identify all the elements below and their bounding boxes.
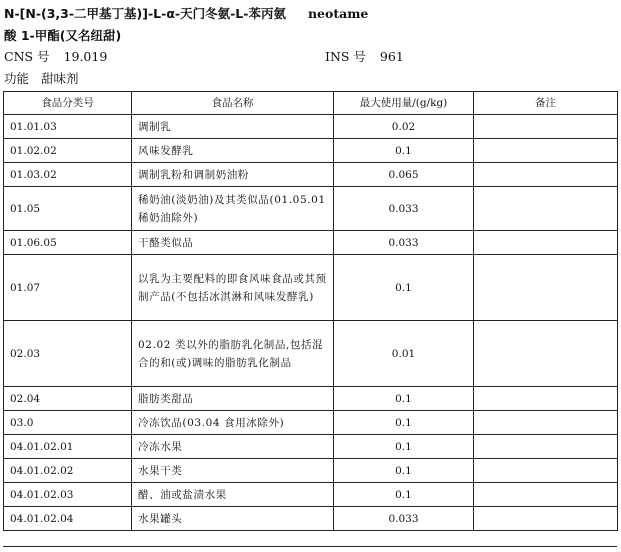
- cell-max-usage: 0.1: [334, 459, 474, 483]
- cell-max-usage: 0.033: [334, 231, 474, 255]
- cell-max-usage: 0.1: [334, 483, 474, 507]
- cell-food-name: 以乳为主要配料的即食风味食品或其预制产品(不包括冰淇淋和风味发酵乳): [132, 255, 334, 321]
- title-english: neotame: [307, 6, 369, 21]
- table-row: [4, 187, 618, 231]
- cell-food-code: 01.03.02: [4, 163, 132, 187]
- title-chinese: N-[N-(3,3-二甲基丁基)]-L-α-天门冬氨-L-苯丙氨: [4, 6, 286, 21]
- cell-food-code: 04.01.02.04: [4, 507, 132, 531]
- cell-food-code: 04.01.02.01: [4, 435, 132, 459]
- table-row: [4, 115, 618, 139]
- cns-value: 19.019: [63, 49, 108, 64]
- column-header-code: 食品分类号: [4, 92, 132, 115]
- cell-max-usage: 0.065: [334, 163, 474, 187]
- cell-food-code: 02.03: [4, 321, 132, 387]
- cell-note: [474, 435, 618, 459]
- cell-max-usage: 0.1: [334, 139, 474, 163]
- usage-table: [3, 91, 618, 531]
- cell-food-code: 03.0: [4, 411, 132, 435]
- table-header-row: [4, 92, 618, 115]
- additive-title-continued: 酸 1-甲酯(又名纽甜): [4, 28, 122, 43]
- cell-food-code: 04.01.02.03: [4, 483, 132, 507]
- additive-title: [4, 4, 368, 22]
- column-header-name: 食品名称: [132, 92, 334, 115]
- cell-note: [474, 387, 618, 411]
- cell-food-code: 01.06.05: [4, 231, 132, 255]
- cell-max-usage: 0.1: [334, 411, 474, 435]
- column-header-note: 备注: [474, 92, 618, 115]
- cell-max-usage: 0.1: [334, 255, 474, 321]
- cell-note: [474, 411, 618, 435]
- column-header-max: 最大使用量/(g/kg): [334, 92, 474, 115]
- cell-note: [474, 163, 618, 187]
- ins-number: [325, 47, 404, 65]
- cell-note: [474, 483, 618, 507]
- cell-note: [474, 507, 618, 531]
- table-row: [4, 483, 618, 507]
- cell-food-name: 调制乳: [132, 115, 334, 139]
- cell-food-name: 02.02 类以外的脂肪乳化制品,包括混合的和(或)调味的脂肪乳化制品: [132, 321, 334, 387]
- cell-max-usage: 0.033: [334, 507, 474, 531]
- cell-food-code: 02.04: [4, 387, 132, 411]
- ins-label: INS 号: [325, 49, 366, 64]
- table-row: [4, 321, 618, 387]
- cell-food-name: 水果罐头: [132, 507, 334, 531]
- cell-food-name: 水果干类: [132, 459, 334, 483]
- cell-note: [474, 187, 618, 231]
- cell-food-name: 醋、油或盐渍水果: [132, 483, 334, 507]
- cell-food-name: 冷冻水果: [132, 435, 334, 459]
- table-row: [4, 459, 618, 483]
- cell-note: [474, 459, 618, 483]
- cns-number: [4, 47, 107, 65]
- cell-note: [474, 115, 618, 139]
- cell-food-name: 冷冻饮品(03.04 食用冰除外): [132, 411, 334, 435]
- cell-note: [474, 321, 618, 387]
- cell-food-code: 01.01.03: [4, 115, 132, 139]
- cell-max-usage: 0.02: [334, 115, 474, 139]
- table-row: [4, 435, 618, 459]
- cell-food-name: 风味发酵乳: [132, 139, 334, 163]
- cell-food-code: 04.01.02.02: [4, 459, 132, 483]
- table-row: [4, 387, 618, 411]
- ins-value: 961: [379, 49, 404, 64]
- bottom-rule: [3, 546, 617, 547]
- table-row: [4, 163, 618, 187]
- table-row: [4, 255, 618, 321]
- table-row: [4, 231, 618, 255]
- cell-food-code: 01.02.02: [4, 139, 132, 163]
- cell-food-name: 脂肪类甜品: [132, 387, 334, 411]
- cell-food-code: 01.05: [4, 187, 132, 231]
- cell-max-usage: 0.033: [334, 187, 474, 231]
- cns-label: CNS 号: [4, 49, 50, 64]
- cell-note: [474, 255, 618, 321]
- table-row: [4, 411, 618, 435]
- cell-food-name: 调制乳粉和调制奶油粉: [132, 163, 334, 187]
- cell-max-usage: 0.1: [334, 435, 474, 459]
- cell-food-code: 01.07: [4, 255, 132, 321]
- cell-food-name: 稀奶油(淡奶油)及其类似品(01.05.01 稀奶油除外): [132, 187, 334, 231]
- cell-food-name: 干酪类似品: [132, 231, 334, 255]
- cell-note: [474, 139, 618, 163]
- cell-max-usage: 0.01: [334, 321, 474, 387]
- cell-note: [474, 231, 618, 255]
- table-row: [4, 139, 618, 163]
- table-row: [4, 507, 618, 531]
- cell-max-usage: 0.1: [334, 387, 474, 411]
- function-line: [4, 69, 79, 87]
- function-value: 甜味剂: [41, 71, 79, 86]
- function-label: 功能: [4, 71, 30, 86]
